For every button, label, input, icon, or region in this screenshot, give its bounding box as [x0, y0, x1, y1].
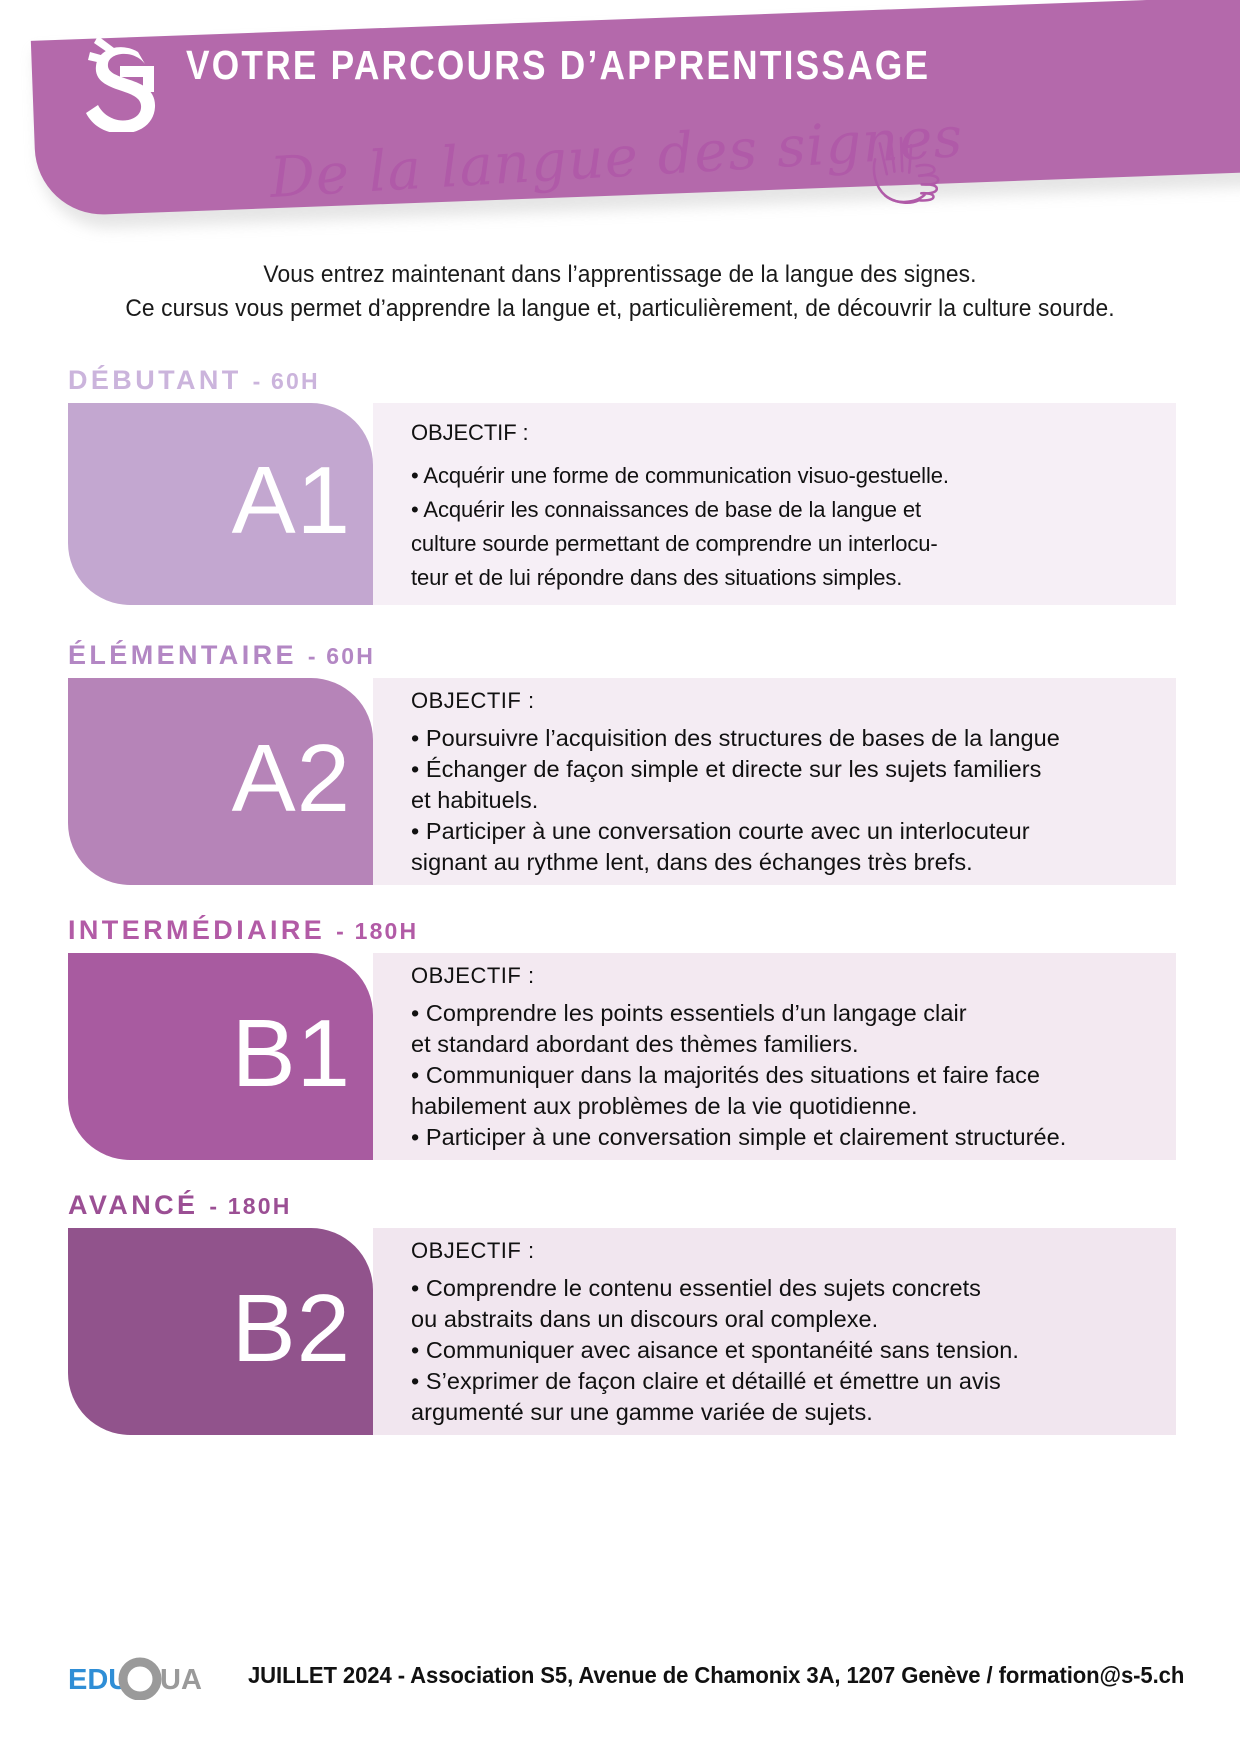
objective-panel-b2: [373, 1228, 1176, 1435]
level-body-a2: [68, 678, 1176, 885]
level-code: B2: [231, 1274, 351, 1382]
footer-info-text: JUILLET 2024 - Association S5, Avenue de Chamonix 3A, 1207 Genève / formation@s-5.ch: [248, 1662, 1185, 1688]
objective-line: • Acquérir les connaissances de base de la langue et: [411, 496, 922, 522]
level-name: ÉLÉMENTAIRE: [68, 640, 297, 670]
level-code-card-b2: [68, 1228, 373, 1435]
objective-line: argumenté sur une gamme variée de sujets.: [411, 1398, 873, 1425]
eduqua-edu-text: EDU: [68, 1664, 130, 1696]
level-code-card-a2: [68, 678, 373, 885]
objective-label: OBJECTIF :: [411, 1237, 535, 1263]
eduqua-ua-text: UA: [160, 1664, 202, 1696]
level-title-a1: [68, 365, 320, 396]
page-title: VOTRE PARCOURS D’APPRENTISSAGE: [186, 42, 931, 88]
objective-line: • Communiquer dans la majorités des situations et faire face: [411, 1061, 1041, 1088]
objective-line: culture sourde permettant de comprendre un interlocu-: [411, 530, 938, 556]
level-body-a1: [68, 403, 1176, 605]
level-hours: - 180H: [336, 918, 419, 944]
level-code-card-b1: [68, 953, 373, 1160]
objective-line: • Participer à une conversation simple et clairement structurée.: [411, 1123, 1067, 1150]
level-code: B1: [231, 999, 351, 1107]
level-code: A2: [231, 724, 351, 832]
objective-label: OBJECTIF :: [411, 962, 535, 988]
objective-line: ou abstraits dans un discours oral complexe.: [411, 1305, 879, 1332]
sign-language-hand-icon: [863, 125, 946, 210]
level-name: DÉBUTANT: [68, 365, 242, 395]
objective-line: • Échanger de façon simple et directe sur les sujets familiers: [411, 755, 1042, 782]
objective-line: habilement aux problèmes de la vie quotidienne.: [411, 1092, 918, 1119]
level-name: INTERMÉDIAIRE: [68, 915, 326, 945]
level-title-b2: [68, 1190, 292, 1221]
objective-line: • Comprendre le contenu essentiel des sujets concrets: [411, 1274, 981, 1301]
level-hours: - 60H: [307, 643, 376, 669]
objective-line: • Communiquer avec aisance et spontanéité sans tension.: [411, 1336, 1019, 1363]
objective-label: OBJECTIF :: [411, 687, 535, 713]
objective-line: teur et de lui répondre dans des situations simples.: [411, 564, 903, 590]
intro-block: [0, 258, 1240, 326]
objective-line: signant au rythme lent, dans des échanges très brefs.: [411, 848, 973, 875]
objective-label: OBJECTIF :: [411, 419, 529, 445]
eduqua-logo: [68, 1656, 228, 1700]
objective-line: et habituels.: [411, 786, 539, 813]
objective-line: • S’exprimer de façon claire et détaillé et émettre un avis: [411, 1367, 1001, 1394]
subtitle-script: De la langue des signes: [268, 104, 965, 211]
level-code: A1: [231, 447, 351, 554]
level-name: AVANCÉ: [68, 1190, 199, 1220]
level-title-a2: [68, 640, 375, 671]
level-hours: - 180H: [209, 1193, 292, 1219]
objective-line: • Poursuivre l’acquisition des structures de bases de la langue: [411, 724, 1060, 751]
intro-line-2: Ce cursus vous permet d’apprendre la langue et, particulièrement, de découvrir la culture sourde.: [125, 295, 1115, 322]
level-title-b1: [68, 915, 418, 946]
page-header: [0, 0, 1240, 215]
level-body-b1: [68, 953, 1176, 1160]
objective-panel-b1: [373, 953, 1176, 1160]
objective-line: • Comprendre les points essentiels d’un langage clair: [411, 999, 967, 1026]
level-code-card-a1: [68, 403, 373, 605]
intro-line-1: Vous entrez maintenant dans l’apprentissage de la langue des signes.: [263, 261, 977, 288]
level-body-b2: [68, 1228, 1176, 1435]
page-footer: [0, 1650, 1240, 1720]
level-hours: - 60H: [252, 368, 320, 394]
objective-line: • Participer à une conversation courte avec un interlocuteur: [411, 817, 1030, 844]
objective-line: • Acquérir une forme de communication visuo-gestuelle.: [411, 462, 949, 488]
objective-panel-a1: [373, 403, 1176, 605]
objective-line: et standard abordant des thèmes familiers.: [411, 1030, 859, 1057]
objective-panel-a2: [373, 678, 1176, 885]
s5-logo: [68, 22, 178, 132]
